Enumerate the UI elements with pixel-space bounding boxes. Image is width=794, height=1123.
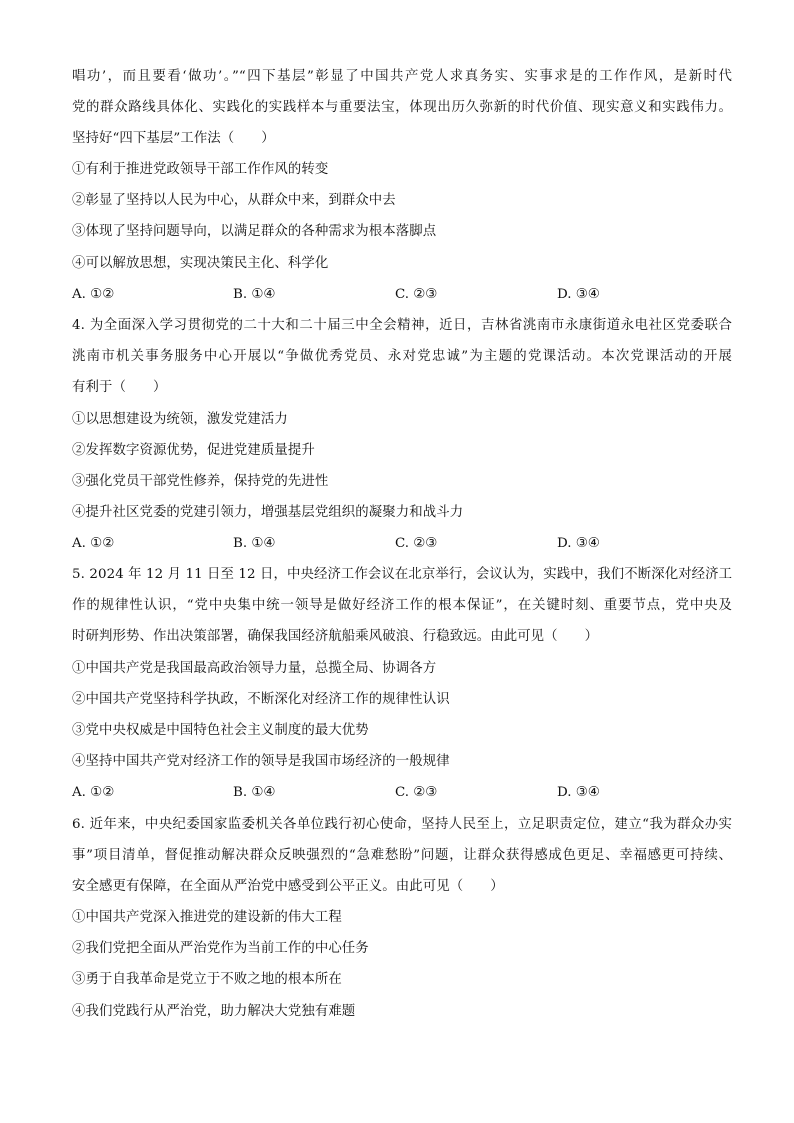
q5-item-2: ②中国共产党坚持科学执政，不断深化对经济工作的规律性认识: [72, 692, 450, 707]
q5-option-c[interactable]: C. ②③: [395, 785, 438, 800]
q6-stem-line-1: 6. 近年来，中央纪委国家监委机关各单位践行初心使命，坚持人民至上，立足职责定位，建立“我为群众办实: [72, 817, 732, 832]
q4-stem-line-2: 洮南市机关事务服务中心开展以“争做优秀党员、永对党忠诚”为主题的党课活动。本次党课活动的开展: [72, 349, 732, 364]
q3-option-c[interactable]: C. ②③: [395, 287, 438, 302]
q3-options: [72, 286, 732, 304]
q5-stem-line-3: 时研判形势、作出决策部署，确保我国经济航船乘风破浪、行稳致远。由此可见（ ）: [72, 629, 599, 644]
q3-option-b[interactable]: B. ①④: [233, 287, 276, 302]
q3-stem-line-1: 唱功’，而且要看‘做功’。”“四下基层”彰显了中国共产党人求真务实、实事求是的工作作风，是新时代: [72, 69, 732, 84]
q4-item-1: ①以思想建设为统领，激发党建活力: [72, 412, 288, 427]
q4-stem-line-3: 有利于（ ）: [72, 380, 167, 395]
q3-stem-line-2: 党的群众路线具体化、实践化的实践样本与重要法宝，体现出历久弥新的时代价值、现实意义和实践伟力。: [72, 100, 732, 115]
q3-option-d[interactable]: D. ③④: [557, 287, 600, 302]
q4-item-2: ②发挥数字资源优势，促进党建质量提升: [72, 443, 315, 458]
q5-item-1: ①中国共产党是我国最高政治领导力量，总揽全局、协调各方: [72, 661, 437, 676]
q4-options: [72, 535, 732, 553]
q4-stem-line-1: 4. 为全面深入学习贯彻党的二十大和二十届三中全会精神，近日，吉林省洮南市永康街道永电社区党委联合: [72, 318, 732, 333]
q6-item-1: ①中国共产党深入推进党的建设新的伟大工程: [72, 910, 342, 925]
q6-stem-line-2: 事”项目清单，督促推动解决群众反映强烈的“急难愁盼”问题，让群众获得感成色更足、幸福感更可持续、: [72, 848, 732, 863]
q5-option-b[interactable]: B. ①④: [233, 785, 276, 800]
q3-item-1: ①有利于推进党政领导干部工作作风的转变: [72, 162, 329, 177]
q4-option-a[interactable]: A. ①②: [72, 536, 115, 551]
q4-item-3: ③强化党员干部党性修养，保持党的先进性: [72, 474, 329, 489]
q5-options: [72, 784, 732, 802]
q3-item-3: ③体现了坚持问题导向，以满足群众的各种需求为根本落脚点: [72, 224, 437, 239]
q4-option-d[interactable]: D. ③④: [557, 536, 600, 551]
q5-option-d[interactable]: D. ③④: [557, 785, 600, 800]
q6-item-3: ③勇于自我革命是党立于不败之地的根本所在: [72, 972, 342, 987]
q4-item-4: ④提升社区党委的党建引领力，增强基层党组织的凝聚力和战斗力: [72, 505, 464, 520]
q5-stem-line-1: 5. 2024 年 12 月 11 日至 12 日，中央经济工作会议在北京举行，会议认为，实践中，我们不断深化对经济工: [72, 567, 733, 582]
q3-item-4: ④可以解放思想，实现决策民主化、科学化: [72, 256, 329, 271]
q6-item-2: ②我们党把全面从严治党作为当前工作的中心任务: [72, 941, 369, 956]
q4-option-c[interactable]: C. ②③: [395, 536, 438, 551]
q3-item-2: ②彰显了坚持以人民为中心，从群众中来，到群众中去: [72, 193, 396, 208]
q5-stem-line-2: 作的规律性认识，“党中央集中统一领导是做好经济工作的根本保证”，在关键时刻、重要节点，党中央及: [72, 598, 732, 613]
q6-item-4: ④我们党践行从严治党，助力解决大党独有难题: [72, 1004, 356, 1019]
q4-option-b[interactable]: B. ①④: [233, 536, 276, 551]
q3-option-a[interactable]: A. ①②: [72, 287, 115, 302]
q5-option-a[interactable]: A. ①②: [72, 785, 115, 800]
q5-item-3: ③党中央权威是中国特色社会主义制度的最大优势: [72, 723, 369, 738]
q6-stem-line-3: 安全感更有保障，在全面从严治党中感受到公平正义。由此可见（ ）: [72, 879, 504, 894]
q5-item-4: ④坚持中国共产党对经济工作的领导是我国市场经济的一般规律: [72, 754, 450, 769]
q3-stem-line-3: 坚持好“四下基层”工作法（ ）: [72, 131, 275, 146]
